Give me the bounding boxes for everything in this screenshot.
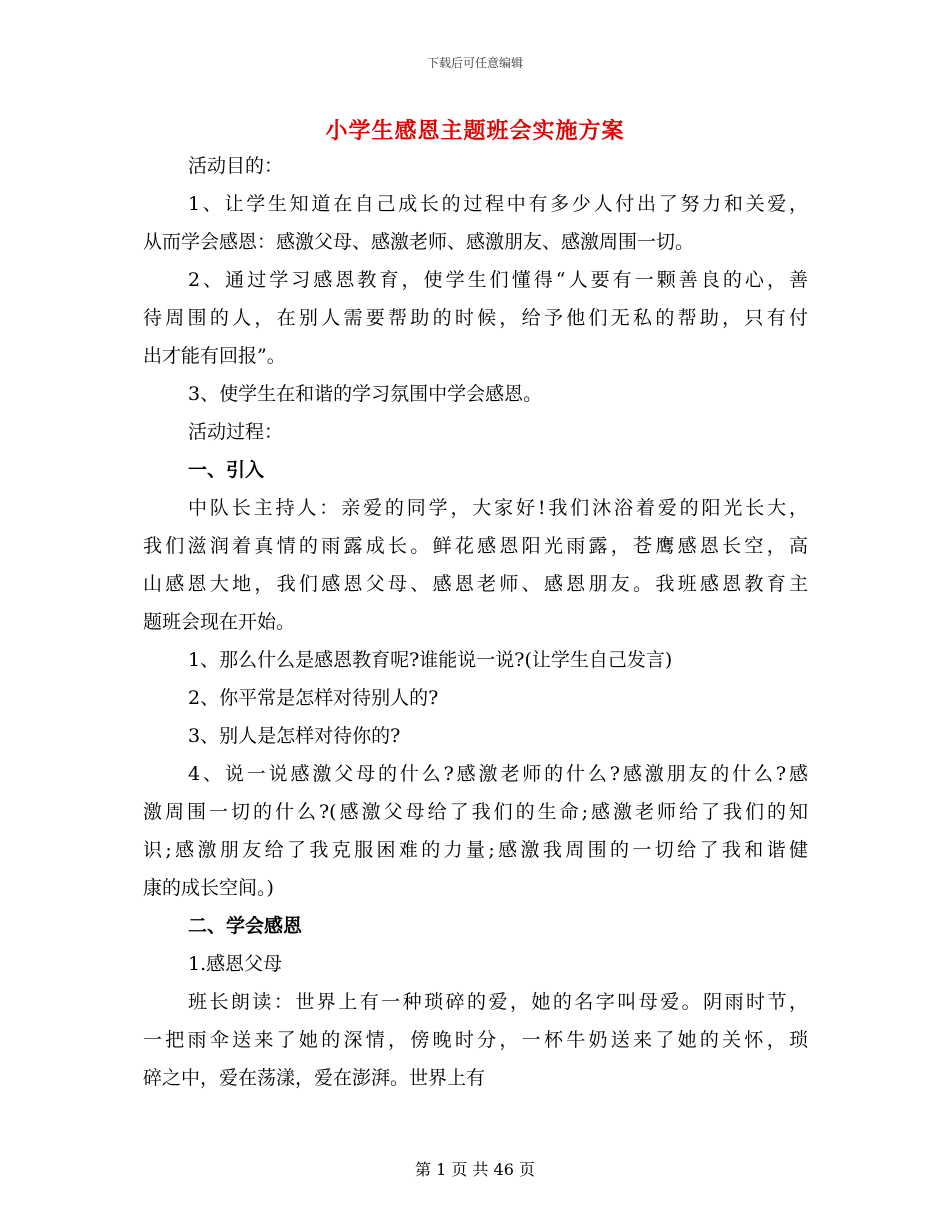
- paragraph-line: 活动目的：: [188, 155, 284, 177]
- section-heading: 一、引入: [188, 459, 265, 481]
- paragraph-line: 1、那么什么是感恩教育呢?谁能说一说?(让学生自己发言): [188, 649, 673, 671]
- paragraph-line: 4、说一说感激父母的什么?感激老师的什么?感激朋友的什么?感: [188, 763, 808, 785]
- paragraph-line: 题班会现在开始。: [143, 611, 296, 633]
- paragraph-line: 1、让学生知道在自己成长的过程中有多少人付出了努力和关爱，: [188, 193, 808, 215]
- document-title: 小学生感恩主题班会实施方案: [325, 118, 625, 144]
- paragraph-line: 一把雨伞送来了她的深情，傍晚时分，一杯牛奶送来了她的关怀，琐: [143, 1029, 808, 1051]
- paragraph-line: 班长朗读：世界上有一种琐碎的爱，她的名字叫母爱。阴雨时节，: [188, 991, 808, 1013]
- paragraph-line: 山感恩大地，我们感恩父母、感恩老师、感恩朋友。我班感恩教育主: [143, 573, 808, 595]
- paragraph-line: 从而学会感恩：感激父母、感激老师、感激朋友、感激周围一切。: [143, 231, 695, 253]
- section-heading: 二、学会感恩: [188, 915, 303, 937]
- page-header-note: 下载后可任意编辑: [426, 56, 523, 70]
- paragraph-line: 2、你平常是怎样对待别人的?: [188, 687, 439, 709]
- paragraph-line: 康的成长空间。): [143, 877, 274, 899]
- paragraph-line: 碎之中，爱在荡漾，爱在澎湃。世界上有: [143, 1067, 486, 1089]
- paragraph-line: 3、使学生在和谐的学习氛围中学会感恩。: [188, 383, 543, 405]
- paragraph-line: 活动过程：: [188, 421, 284, 443]
- subsection-heading: 1.感恩父母: [188, 953, 283, 975]
- paragraph-line: 出才能有回报”。: [143, 345, 286, 367]
- paragraph-line: 识;感激朋友给了我克服困难的力量;感激我周围的一切给了我和谐健: [143, 839, 808, 861]
- page-number: 第 1 页 共 46 页: [415, 1160, 535, 1179]
- paragraph-line: 3、别人是怎样对待你的?: [188, 725, 401, 747]
- paragraph-line: 中队长主持人：亲爱的同学，大家好!我们沐浴着爱的阳光长大，: [188, 497, 808, 519]
- paragraph-line: 激周围一切的什么?(感激父母给了我们的生命;感激老师给了我们的知: [143, 801, 808, 823]
- paragraph-line: 我们滋润着真情的雨露成长。鲜花感恩阳光雨露，苍鹰感恩长空，高: [143, 535, 808, 557]
- paragraph-line: 2、通过学习感恩教育，使学生们懂得“人要有一颗善良的心，善: [188, 269, 808, 291]
- paragraph-line: 待周围的人，在别人需要帮助的时候，给予他们无私的帮助，只有付: [143, 307, 808, 329]
